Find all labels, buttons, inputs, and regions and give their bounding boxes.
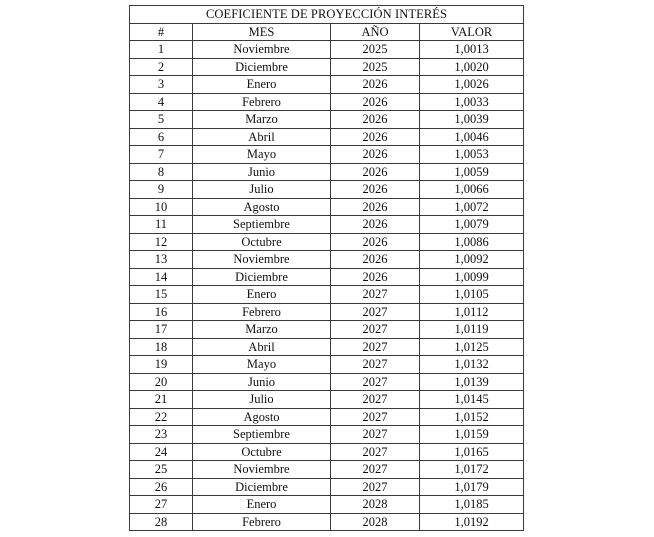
- cell-month: Abril: [193, 338, 331, 356]
- cell-value: 1,0152: [420, 408, 524, 426]
- cell-year: 2027: [331, 338, 420, 356]
- cell-value: 1,0145: [420, 391, 524, 409]
- cell-value: 1,0125: [420, 338, 524, 356]
- cell-number: 14: [130, 268, 193, 286]
- table-row: [130, 356, 524, 374]
- table-row: [130, 443, 524, 461]
- column-header-year: AÑO: [331, 23, 420, 41]
- cell-number: 27: [130, 496, 193, 514]
- table-row: [130, 41, 524, 59]
- cell-number: 25: [130, 461, 193, 479]
- cell-year: 2027: [331, 303, 420, 321]
- table-row: [130, 181, 524, 199]
- cell-value: 1,0020: [420, 58, 524, 76]
- table-row: [130, 58, 524, 76]
- cell-month: Febrero: [193, 513, 331, 531]
- cell-month: Febrero: [193, 93, 331, 111]
- table-row: [130, 128, 524, 146]
- cell-number: 23: [130, 426, 193, 444]
- cell-year: 2027: [331, 373, 420, 391]
- cell-month: Junio: [193, 373, 331, 391]
- table-row: [130, 163, 524, 181]
- cell-year: 2027: [331, 443, 420, 461]
- table-row: [130, 146, 524, 164]
- cell-number: 4: [130, 93, 193, 111]
- table-row: [130, 496, 524, 514]
- cell-month: Noviembre: [193, 461, 331, 479]
- cell-year: 2025: [331, 58, 420, 76]
- cell-month: Enero: [193, 496, 331, 514]
- cell-number: 24: [130, 443, 193, 461]
- cell-month: Julio: [193, 391, 331, 409]
- table-row: [130, 93, 524, 111]
- cell-number: 10: [130, 198, 193, 216]
- table-header-row: [130, 23, 524, 41]
- cell-month: Marzo: [193, 111, 331, 129]
- table-row: [130, 268, 524, 286]
- cell-year: 2026: [331, 163, 420, 181]
- cell-number: 11: [130, 216, 193, 234]
- cell-value: 1,0072: [420, 198, 524, 216]
- cell-value: 1,0172: [420, 461, 524, 479]
- cell-number: 17: [130, 321, 193, 339]
- cell-year: 2026: [331, 76, 420, 94]
- table-row: [130, 111, 524, 129]
- cell-value: 1,0105: [420, 286, 524, 304]
- coefficient-table: [129, 5, 524, 531]
- cell-number: 8: [130, 163, 193, 181]
- cell-number: 12: [130, 233, 193, 251]
- cell-year: 2025: [331, 41, 420, 59]
- cell-value: 1,0192: [420, 513, 524, 531]
- cell-year: 2027: [331, 408, 420, 426]
- table-row: [130, 216, 524, 234]
- cell-number: 22: [130, 408, 193, 426]
- cell-month: Mayo: [193, 356, 331, 374]
- cell-number: 28: [130, 513, 193, 531]
- cell-year: 2028: [331, 496, 420, 514]
- table-row: [130, 426, 524, 444]
- cell-year: 2026: [331, 251, 420, 269]
- cell-value: 1,0053: [420, 146, 524, 164]
- cell-year: 2026: [331, 216, 420, 234]
- cell-value: 1,0066: [420, 181, 524, 199]
- cell-number: 20: [130, 373, 193, 391]
- cell-year: 2027: [331, 356, 420, 374]
- cell-value: 1,0185: [420, 496, 524, 514]
- cell-value: 1,0139: [420, 373, 524, 391]
- cell-value: 1,0179: [420, 478, 524, 496]
- cell-number: 9: [130, 181, 193, 199]
- cell-value: 1,0033: [420, 93, 524, 111]
- cell-month: Mayo: [193, 146, 331, 164]
- cell-number: 7: [130, 146, 193, 164]
- table-row: [130, 303, 524, 321]
- table-row: [130, 286, 524, 304]
- cell-year: 2028: [331, 513, 420, 531]
- cell-month: Noviembre: [193, 41, 331, 59]
- table-row: [130, 233, 524, 251]
- cell-number: 2: [130, 58, 193, 76]
- cell-number: 6: [130, 128, 193, 146]
- cell-value: 1,0039: [420, 111, 524, 129]
- cell-month: Enero: [193, 286, 331, 304]
- cell-year: 2026: [331, 268, 420, 286]
- cell-year: 2026: [331, 233, 420, 251]
- table-row: [130, 76, 524, 94]
- cell-number: 21: [130, 391, 193, 409]
- cell-value: 1,0026: [420, 76, 524, 94]
- cell-value: 1,0165: [420, 443, 524, 461]
- cell-value: 1,0046: [420, 128, 524, 146]
- table-row: [130, 251, 524, 269]
- cell-value: 1,0079: [420, 216, 524, 234]
- cell-value: 1,0059: [420, 163, 524, 181]
- cell-month: Diciembre: [193, 478, 331, 496]
- table-row: [130, 198, 524, 216]
- table-row: [130, 478, 524, 496]
- cell-month: Diciembre: [193, 58, 331, 76]
- table-row: [130, 461, 524, 479]
- cell-year: 2026: [331, 93, 420, 111]
- column-header-number: #: [130, 23, 193, 41]
- cell-value: 1,0099: [420, 268, 524, 286]
- column-header-value: VALOR: [420, 23, 524, 41]
- cell-month: Marzo: [193, 321, 331, 339]
- cell-month: Octubre: [193, 233, 331, 251]
- cell-number: 5: [130, 111, 193, 129]
- cell-month: Febrero: [193, 303, 331, 321]
- cell-month: Noviembre: [193, 251, 331, 269]
- cell-month: Abril: [193, 128, 331, 146]
- cell-year: 2027: [331, 321, 420, 339]
- cell-value: 1,0112: [420, 303, 524, 321]
- cell-value: 1,0159: [420, 426, 524, 444]
- cell-month: Septiembre: [193, 216, 331, 234]
- cell-number: 13: [130, 251, 193, 269]
- cell-month: Julio: [193, 181, 331, 199]
- cell-year: 2027: [331, 478, 420, 496]
- cell-year: 2027: [331, 286, 420, 304]
- column-header-month: MES: [193, 23, 331, 41]
- table-row: [130, 373, 524, 391]
- cell-value: 1,0132: [420, 356, 524, 374]
- cell-month: Enero: [193, 76, 331, 94]
- cell-number: 1: [130, 41, 193, 59]
- table-row: [130, 321, 524, 339]
- cell-number: 18: [130, 338, 193, 356]
- cell-year: 2027: [331, 426, 420, 444]
- cell-value: 1,0086: [420, 233, 524, 251]
- table-row: [130, 513, 524, 531]
- cell-value: 1,0119: [420, 321, 524, 339]
- cell-month: Agosto: [193, 408, 331, 426]
- cell-value: 1,0092: [420, 251, 524, 269]
- cell-month: Diciembre: [193, 268, 331, 286]
- cell-month: Octubre: [193, 443, 331, 461]
- cell-year: 2026: [331, 146, 420, 164]
- cell-number: 19: [130, 356, 193, 374]
- table-title-row: [130, 6, 524, 24]
- cell-month: Septiembre: [193, 426, 331, 444]
- cell-year: 2026: [331, 198, 420, 216]
- cell-month: Agosto: [193, 198, 331, 216]
- cell-number: 3: [130, 76, 193, 94]
- table-body: [130, 41, 524, 531]
- cell-number: 15: [130, 286, 193, 304]
- cell-year: 2027: [331, 391, 420, 409]
- cell-value: 1,0013: [420, 41, 524, 59]
- cell-year: 2027: [331, 461, 420, 479]
- cell-number: 16: [130, 303, 193, 321]
- table-row: [130, 391, 524, 409]
- table-title: COEFICIENTE DE PROYECCIÓN INTERÉS: [130, 6, 524, 24]
- cell-year: 2026: [331, 111, 420, 129]
- cell-year: 2026: [331, 128, 420, 146]
- cell-number: 26: [130, 478, 193, 496]
- cell-year: 2026: [331, 181, 420, 199]
- table-row: [130, 338, 524, 356]
- table-row: [130, 408, 524, 426]
- cell-month: Junio: [193, 163, 331, 181]
